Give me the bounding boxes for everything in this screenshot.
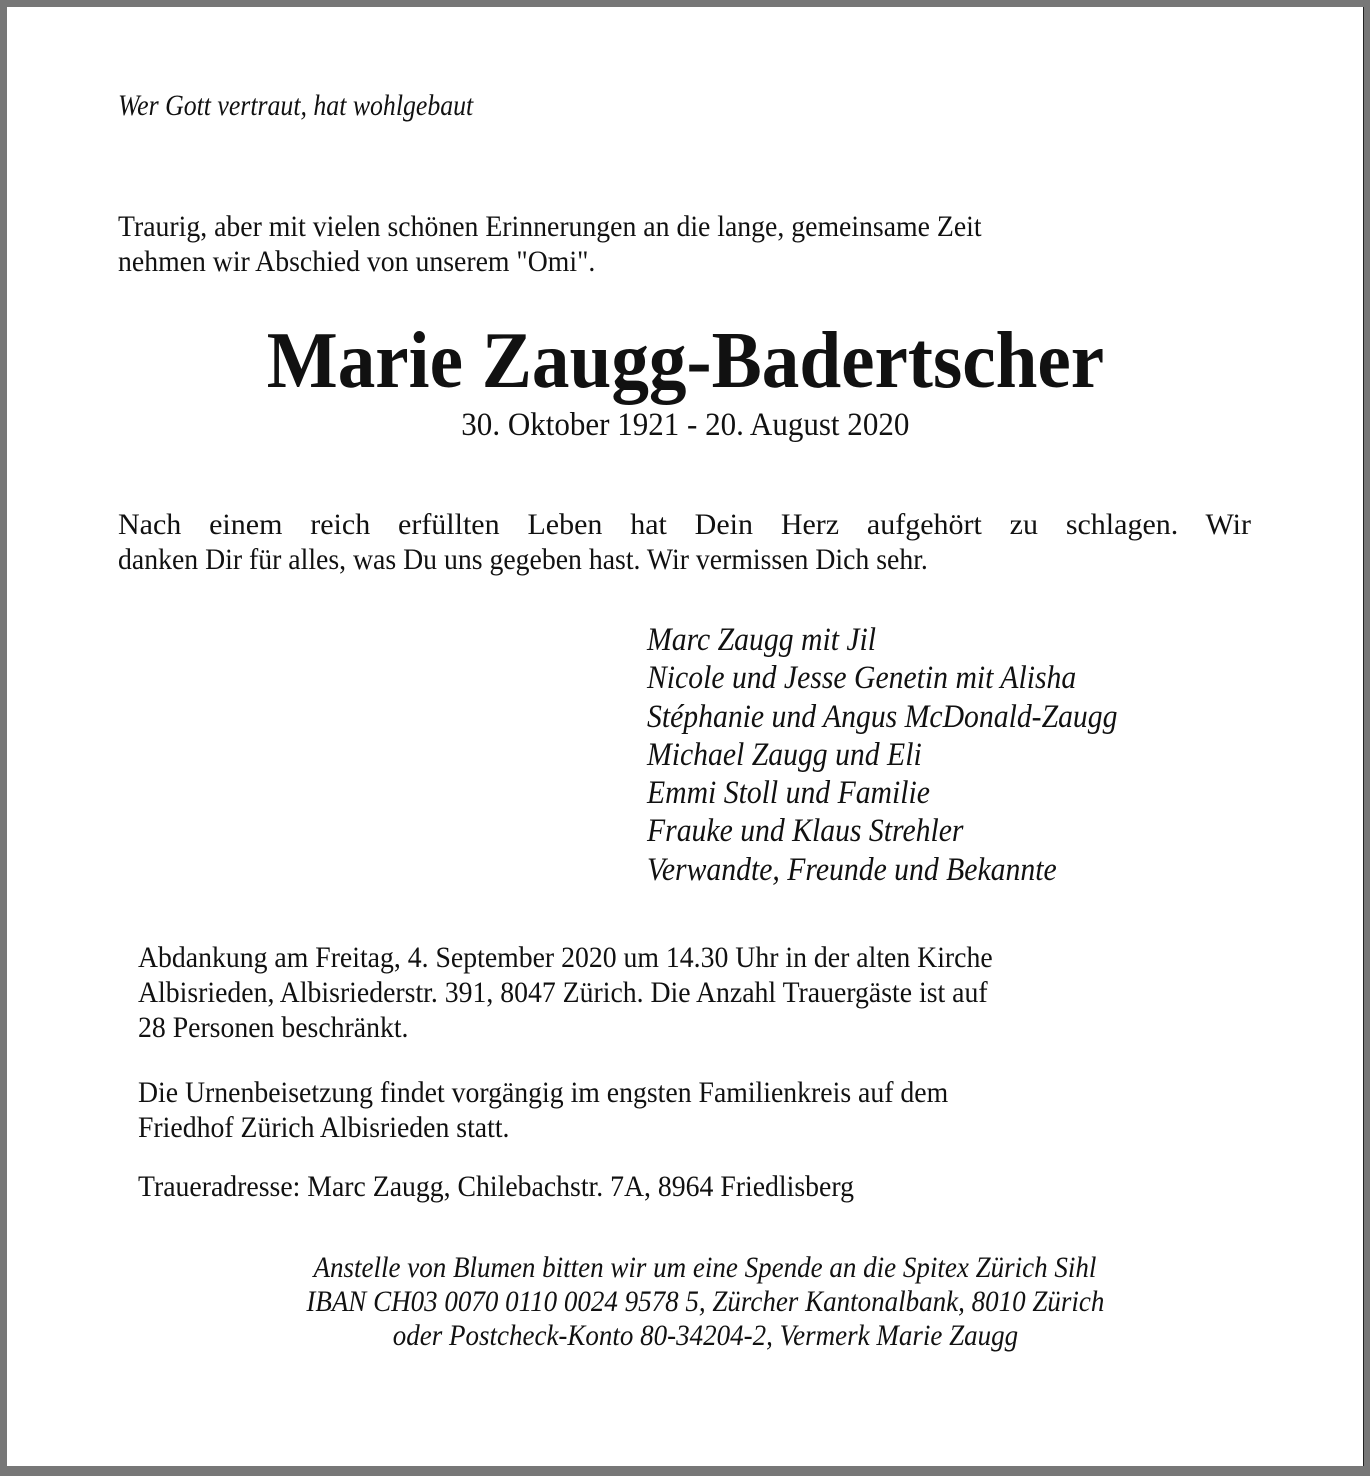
mourning-address: Traueradresse: Marc Zaugg, Chilebachstr. 7A, 8964 Friedlisberg (138, 1170, 854, 1203)
obituary-page (7, 7, 1364, 1466)
service-line: Abdankung am Freitag, 4. September 2020 um 14.30 Uhr in der alten Kirche (138, 941, 993, 974)
intro-line: nehmen wir Abschied von unserem "Omi". (118, 245, 596, 278)
service-line: 28 Personen beschränkt. (138, 1011, 409, 1044)
life-dates-text: 30. Oktober 1921 - 20. August 2020 (460, 407, 910, 443)
mourner-item: Michael Zaugg und Eli (647, 736, 922, 773)
mourner-item: Nicole und Jesse Genetin mit Alisha (647, 660, 1077, 697)
farewell-paragraph (118, 507, 1251, 577)
farewell-line: danken Dir für alles, was Du uns gegeben hast. Wir vermissen Dich sehr. (118, 543, 928, 576)
burial-line: Friedhof Zürich Albisrieden statt. (138, 1111, 510, 1144)
deceased-name (7, 316, 1363, 407)
intro-line: Traurig, aber mit vielen schönen Erinnerungen an die lange, gemeinsame Zeit (118, 210, 982, 243)
donation-line: Anstelle von Blumen bitten wir um eine Spende an die Spitex Zürich Sihl (313, 1251, 1097, 1284)
motto: Wer Gott vertraut, hat wohlgebaut (118, 89, 474, 122)
service-line: Albisrieden, Albisriederstr. 391, 8047 Zürich. Die Anzahl Trauergäste ist auf (138, 976, 988, 1009)
service-details (138, 940, 993, 1045)
donation-line: oder Postcheck-Konto 80-34204-2, Vermerk Marie Zaugg (392, 1319, 1018, 1352)
donation-info (7, 1251, 1370, 1353)
farewell-line: Nach einem reich erfüllten Leben hat Dein Herz aufgehört zu schlagen. Wir (118, 508, 1251, 541)
mourner-item: Marc Zaugg mit Jil (647, 622, 877, 658)
mourner-item: Verwandte, Freunde und Bekannte (647, 851, 1057, 888)
deceased-name-text: Marie Zaugg-Badertscher (266, 317, 1104, 405)
life-dates (7, 407, 1363, 444)
mourner-item: Frauke und Klaus Strehler (647, 813, 964, 850)
intro-paragraph (118, 209, 982, 279)
burial-line: Die Urnenbeisetzung findet vorgängig im engsten Familienkreis auf dem (138, 1076, 949, 1109)
mourners-list (647, 621, 1117, 889)
mourner-item: Emmi Stoll und Familie (647, 775, 930, 812)
donation-line: IBAN CH03 0070 0110 0024 9578 5, Zürcher Kantonalbank, 8010 Zürich (306, 1285, 1104, 1318)
mourner-item: Stéphanie und Angus McDonald-Zaugg (647, 698, 1118, 735)
burial-details (138, 1075, 948, 1145)
